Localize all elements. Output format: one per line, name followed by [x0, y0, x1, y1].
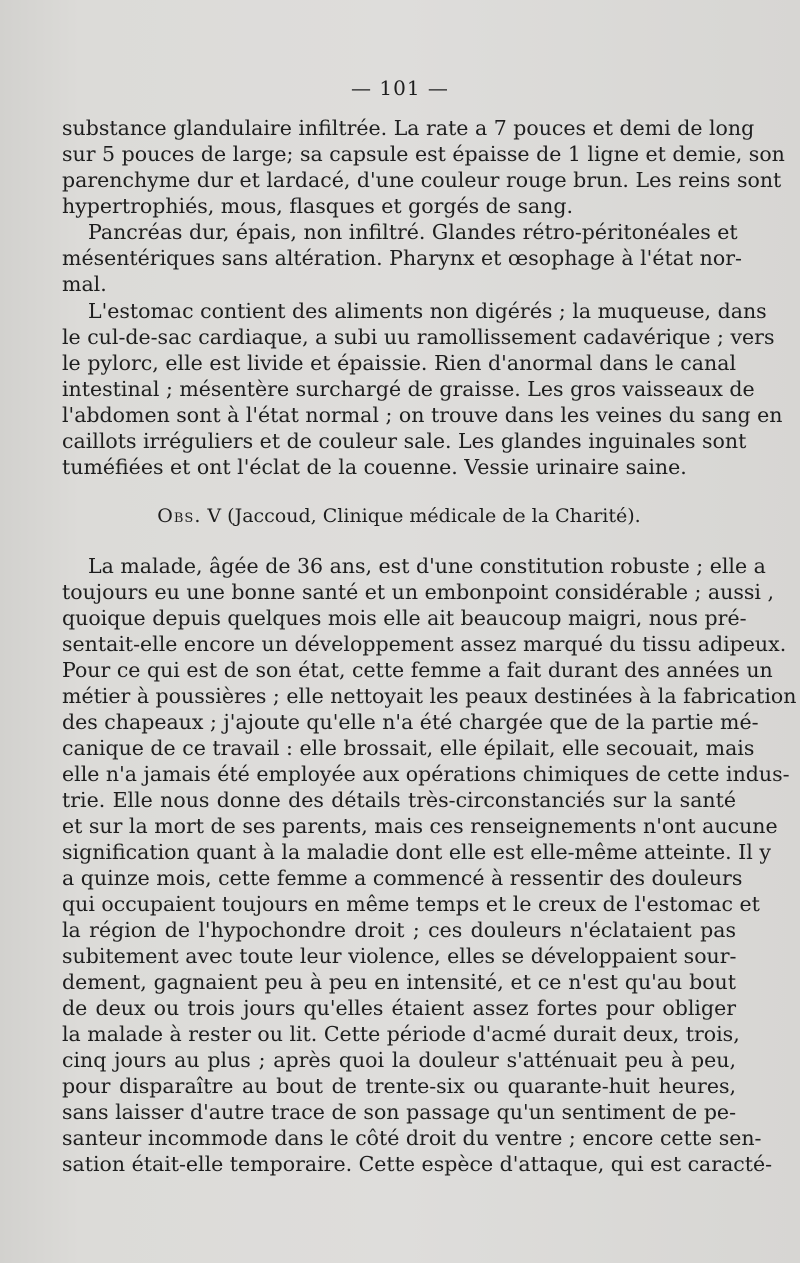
page-number: — 101 —	[351, 76, 449, 100]
text-line: L'estomac contient des aliments non digérés ; la muqueuse, dans	[88, 299, 767, 323]
text-line: sation était-elle temporaire. Cette espèce d'attaque, qui est caracté-	[62, 1152, 773, 1176]
text-line: quoique depuis quelques mois elle ait beaucoup maigri, nous pré-	[62, 606, 747, 630]
text-line: canique de ce travail : elle brossait, elle épilait, elle secouait, mais	[62, 736, 755, 760]
text-line: sur 5 pouces de large; sa capsule est épaisse de 1 ligne et demie, son	[62, 142, 785, 166]
text-line: et sur la mort de ses parents, mais ces renseignements n'ont aucune	[62, 814, 778, 838]
text-line: Pour ce qui est de son état, cette femme a fait durant des années un	[62, 658, 773, 682]
text-line: de deux ou trois jours qu'elles étaient assez fortes pour obliger	[62, 996, 736, 1020]
text-line: tuméfiées et ont l'éclat de la couenne. Vessie urinaire saine.	[62, 455, 687, 479]
text-line: La malade, âgée de 36 ans, est d'une constitution robuste ; elle a	[88, 554, 766, 578]
text-line: santeur incommode dans le côté droit du ventre ; encore cette sen-	[62, 1126, 762, 1150]
text-line: métier à poussières ; elle nettoyait les peaux destinées à la fabrication	[62, 684, 797, 708]
text-line: sentait-elle encore un développement assez marqué du tissu adipeux.	[62, 632, 787, 656]
text-line: la malade à rester ou lit. Cette période d'acmé durait deux, trois,	[62, 1022, 740, 1046]
text-line: le pylorc, elle est livide et épaissie. Rien d'anormal dans le canal	[62, 351, 736, 375]
text-line: cinq jours au plus ; après quoi la douleur s'atténuait peu à peu,	[62, 1048, 736, 1072]
text-line: intestinal ; mésentère surchargé de graisse. Les gros vaisseaux de	[62, 377, 755, 401]
text-line: sans laisser d'autre trace de son passage qu'un sentiment de pe-	[62, 1100, 736, 1124]
text-line: trie. Elle nous donne des détails très-circonstanciés sur la santé	[62, 788, 736, 812]
text-line: le cul-de-sac cardiaque, a subi uu ramollissement cadavérique ; vers	[62, 325, 775, 349]
observation-text: V (Jaccoud, Clinique médicale de la Charité).	[201, 505, 641, 527]
text-line: subitement avec toute leur violence, elles se développaient sour-	[62, 944, 737, 968]
text-line: l'abdomen sont à l'état normal ; on trouve dans les veines du sang en	[62, 403, 783, 427]
observation-heading	[62, 503, 736, 529]
text-line: substance glandulaire infiltrée. La rate a 7 pouces et demi de long	[62, 116, 755, 140]
text-line: parenchyme dur et lardacé, d'une couleur rouge brun. Les reins sont	[62, 168, 782, 192]
text-line: la région de l'hypochondre droit ; ces douleurs n'éclataient pas	[62, 918, 736, 942]
text-line: a quinze mois, cette femme a commencé à ressentir des douleurs	[62, 866, 743, 890]
text-line: mésentériques sans altération. Pharynx et œsophage à l'état nor-	[62, 246, 742, 270]
text-line: pour disparaître au bout de trente-six ou quarante-huit heures,	[62, 1074, 736, 1098]
text-line: dement, gagnaient peu à peu en intensité, et ce n'est qu'au bout	[62, 970, 736, 994]
observation-label: Obs.	[157, 505, 202, 527]
text-line: toujours eu une bonne santé et un embonpoint considérable ; aussi ,	[62, 580, 774, 604]
text-line: caillots irréguliers et de couleur sale. Les glandes inguinales sont	[62, 429, 747, 453]
text-line: des chapeaux ; j'ajoute qu'elle n'a été chargée que de la partie mé-	[62, 710, 759, 734]
text-line: hypertrophiés, mous, flasques et gorgés de sang.	[62, 194, 574, 218]
text-line: qui occupaient toujours en même temps et le creux de l'estomac et	[62, 892, 760, 916]
text-line: mal.	[62, 272, 107, 296]
text-line: elle n'a jamais été employée aux opérations chimiques de cette indus-	[62, 762, 790, 786]
text-line: Pancréas dur, épais, non infiltré. Glandes rétro-péritonéales et	[88, 220, 738, 244]
text-line: signification quant à la maladie dont elle est elle-même atteinte. Il y	[62, 840, 771, 864]
